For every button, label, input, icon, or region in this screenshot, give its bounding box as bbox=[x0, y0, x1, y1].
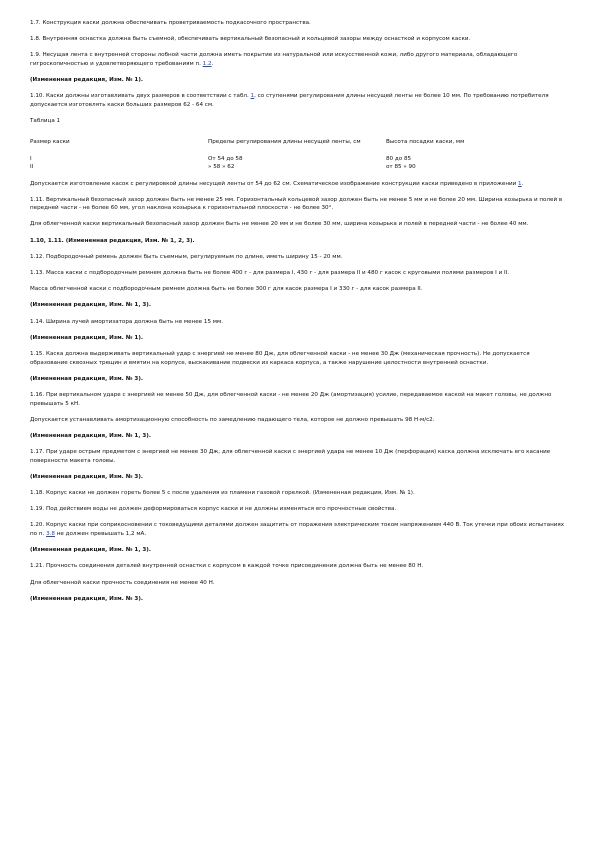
clause-1-20-end: не должен превышать 1,2 мА. bbox=[54, 531, 147, 538]
table-note-end: . bbox=[521, 180, 524, 187]
link-table-1[interactable]: 1 bbox=[250, 93, 255, 100]
clause-1-10 bbox=[30, 92, 565, 109]
clause-1-8: 1.8. Внутренняя оснастка должна быть съемной, обеспечивать вертикальный безопасный и кольцевой зазоры между оснасткой и корпусом каски. bbox=[30, 36, 471, 43]
table-header-cell: Высота посадки каски, мм bbox=[386, 139, 465, 146]
revision-note: (Измененная редакция, Изм. № 1, 3). bbox=[30, 432, 151, 439]
table-cell: От 54 до 58 bbox=[208, 155, 243, 162]
revision-note: 1.10, 1.11. (Измененная редакция, Изм. № 1, 2, 3). bbox=[30, 237, 195, 244]
clause-1-20 bbox=[30, 521, 565, 538]
clause-1-10-end: , со ступенями регулирования длины несущей ленты не более 10 мм. По требованию потребителя допускается изготовлять каски больших размеров 62 - 64 см. bbox=[30, 93, 549, 108]
clause-1-12: 1.12. Подбородочный ремень должен быть съемным, регулируемым по длине, иметь ширину 15 - 20 мм. bbox=[30, 253, 343, 260]
clause-1-11: 1.11. Вертикальный безопасный зазор должен быть не менее 25 мм. Горизонтальный кольцевой зазор должен быть не менее 5 мм и не более 20 мм. Ширина козырька и полей в передней части - не более 60 мм, угол наклона козырька к горизонтальной плоскости - не более 30°. bbox=[30, 196, 563, 212]
clause-1-15: 1.15. Каска должна выдерживать вертикальный удар с энергией не менее 80 Дж, для облегченной каски - не менее 30 Дж (механическая прочность). Не допускается образование сквозных трещин и вмятин на корпусе, выскакивание подвески из каркаса корпуса, а также нарушение целостности внутренней оснастки. bbox=[30, 350, 530, 366]
clause-1-13: 1.13. Масса каски с подбородочным ремнем должна быть не более 400 г - для размера I, 430 г - для размера II и 480 г касок с круговыми полями размеров I и II. bbox=[30, 270, 510, 277]
clause-1-16: 1.16. При вертикальном ударе с энергией не менее 50 Дж, для облегченной каски - не менее 20 Дж (амортизация) усилие, передаваемое каской на макет головы, не должно превышать 5 кН. bbox=[30, 391, 552, 407]
sizes-table bbox=[30, 131, 565, 172]
clause-1-20-text: 1.20. Корпус каски при соприкосновении с токоведущими деталями должен защитить от поражения электрическим током напряжением 440 В. Ток утечки при обоих испытаниях по п. bbox=[30, 522, 565, 538]
clause-1-21-light: Для облегченной каски прочность соединения не менее 40 Н. bbox=[30, 579, 215, 586]
clause-1-9-end: . bbox=[211, 60, 214, 67]
table-note-text: Допускается изготовление касок с регулировкой длины несущей ленты от 54 до 62 см. Схематическое изображение конструкции каски приведено в приложении bbox=[30, 180, 519, 187]
table-header-cell: Размер каски bbox=[30, 139, 70, 146]
revision-note: (Измененная редакция, Изм. № 3). bbox=[30, 595, 144, 602]
clause-1-16-note: Допускается устанавливать амортизационную способность по замедлению падающего тела, которое не должно превышать 98 Н·м/с2. bbox=[30, 416, 435, 423]
clause-1-14: 1.14. Ширина лучей амортизатора должна быть не менее 15 мм. bbox=[30, 318, 224, 325]
clause-1-17: 1.17. При ударе острым предметом с энергией не менее 30 Дж, для облегченной каски с энергией удара не менее 10 Дж (перфорация) каска должна исключать его касание поверхности макета головы. bbox=[30, 449, 551, 464]
revision-note: (Измененная редакция, Изм. № 1, 3). bbox=[30, 547, 151, 554]
clause-1-21: 1.21. Прочность соединения деталей внутренней оснастки с корпусом в каждой точке присоединения должна быть не менее 80 Н. bbox=[30, 563, 424, 570]
table-cell: от 85 » 90 bbox=[386, 164, 416, 171]
table-cell: I bbox=[30, 155, 32, 162]
table-caption: Таблица 1 bbox=[30, 118, 61, 125]
revision-note: (Измененная редакция, Изм. № 1, 3). bbox=[30, 302, 151, 309]
clause-1-18: 1.18. Корпус каски не должен гореть более 5 с после удаления из пламени газовой горелкой. (Измененная редакция, Изм. № 1). bbox=[30, 490, 415, 497]
table-cell: 80 до 85 bbox=[386, 155, 412, 162]
clause-1-7: 1.7. Конструкция каски должна обеспечивать проветриваемость подкасочного пространства. bbox=[30, 20, 311, 26]
table-header-cell: Пределы регулирования длины несущей ленты, см bbox=[208, 139, 361, 146]
clause-1-13-light: Масса облегченной каски с подбородочным ремнем должна быть не более 300 г для касок размера I и 330 г - для касок размера II. bbox=[30, 286, 423, 293]
table-row bbox=[30, 155, 565, 164]
revision-note: (Измененная редакция, Изм. № 1). bbox=[30, 334, 144, 341]
clause-1-19: 1.19. Под действием воды не должен деформироваться корпус каски и не должны изменяться его прочностные свойства. bbox=[30, 506, 397, 513]
link-clause-1-2[interactable]: 1.2 bbox=[202, 60, 212, 67]
table-row bbox=[30, 163, 565, 172]
revision-note: (Измененная редакция, Изм. № 3). bbox=[30, 375, 144, 382]
clause-1-9-text: 1.9. Несущая лента с внутренней стороны лобной части должна иметь покрытие из натуральной или искусственной кожи, либо другого материала, обладающего гигроскопичностью и удовлетворяющего требованиям п. bbox=[30, 52, 518, 67]
table-note bbox=[30, 180, 565, 189]
revision-note: (Измененная редакция, Изм. № 1). bbox=[30, 77, 144, 84]
clause-1-9 bbox=[30, 51, 565, 68]
revision-note: (Измененная редакция, Изм. № 3). bbox=[30, 473, 144, 480]
clause-1-10-text: 1.10. Каски должны изготавливать двух размеров в соответствии с табл. bbox=[30, 93, 251, 100]
table-cell: II bbox=[30, 164, 34, 171]
table-cell: » 58 » 62 bbox=[208, 164, 235, 171]
table-header-row bbox=[30, 131, 565, 155]
link-appendix-1[interactable]: 1 bbox=[518, 180, 522, 187]
clause-1-11-light: Для облегченной каски вертикальный безопасный зазор должен быть не менее 20 мм и не более 30 мм, ширина козырька и полей в передней части - не более 40 мм. bbox=[30, 221, 529, 228]
link-clause-3-8[interactable]: 3.8 bbox=[46, 531, 55, 538]
